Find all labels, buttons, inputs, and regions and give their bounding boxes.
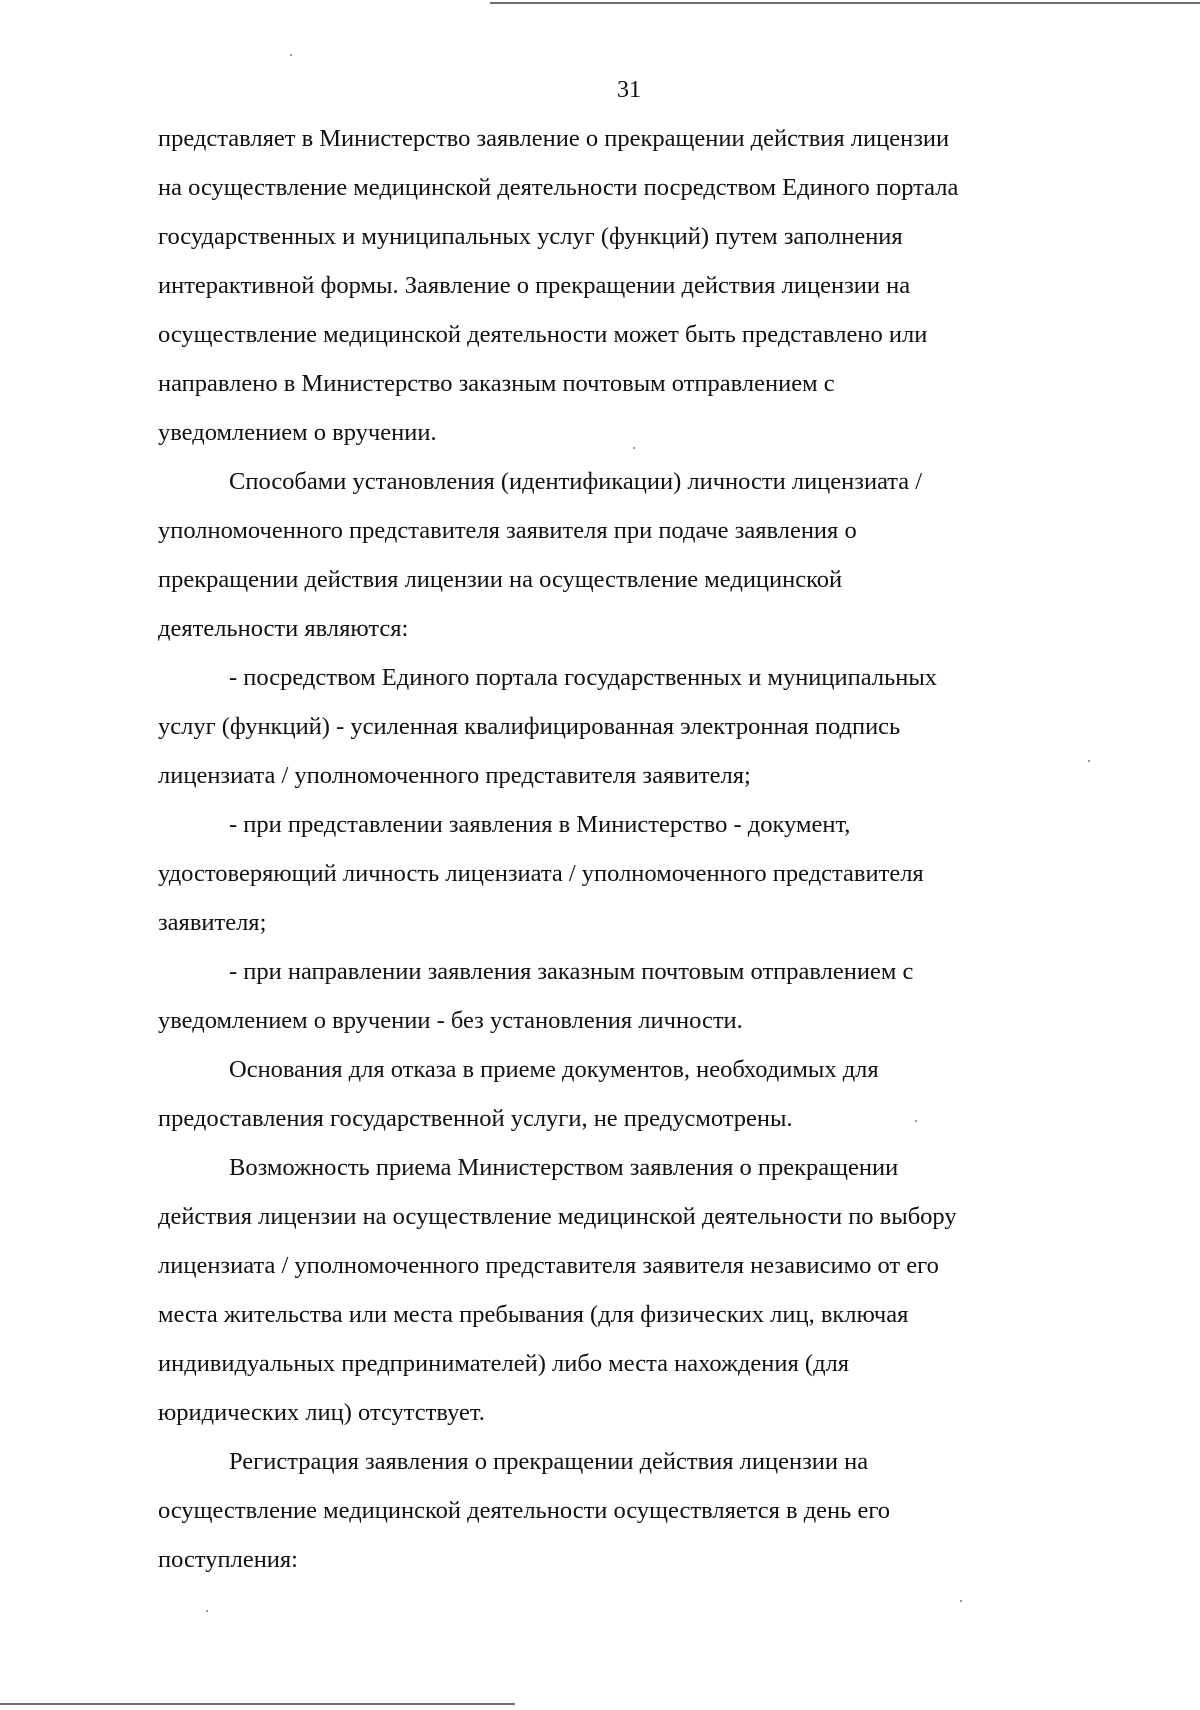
scan-speck bbox=[290, 54, 292, 56]
scan-speck bbox=[960, 1600, 962, 1602]
paragraph-extraterritorial-acceptance: Возможность приема Министерством заявления о прекращении действия лицензии на осуществление медицинской деятельности по выбору лицензиата / уполномоченного представителя заявителя независимо от его места жительства или места пребывания (для физических лиц, включая индивидуальных предпринимателей) либо места нахождения (для юридических лиц) отсутствует. bbox=[158, 1154, 957, 1426]
paragraph-identification-methods: Способами установления (идентификации) личности лицензиата / уполномоченного представителя заявителя при подаче заявления о прекращении действия лицензии на осуществление медицинской деятельности являются: bbox=[158, 468, 923, 642]
list-item-postal-no-identification: - при направлении заявления заказным почтовым отправлением с уведомлением о вручении - без установления личности. bbox=[158, 958, 914, 1034]
paragraph-refusal-grounds: Основания для отказа в приеме документов, необходимых для предоставления государственной услуги, не предусмотрены. bbox=[158, 1056, 879, 1132]
scan-edge-line-bottom bbox=[0, 1703, 515, 1705]
scan-edge-line-top bbox=[490, 2, 1200, 4]
list-item-portal-signature: - посредством Единого портала государственных и муниципальных услуг (функций) - усиленная квалифицированная электронная подпись лицензиата / уполномоченного представителя заявителя; bbox=[158, 664, 938, 789]
list-item-ministry-document: - при представлении заявления в Министерство - документ, удостоверяющий личность лицензиата / уполномоченного представителя заявителя; bbox=[158, 811, 924, 936]
document-body bbox=[158, 114, 1103, 1584]
scan-speck bbox=[206, 1610, 208, 1612]
paragraph-registration: Регистрация заявления о прекращении действия лицензии на осуществление медицинской деятельности осуществляется в день его поступления: bbox=[158, 1448, 891, 1573]
paragraph-submission-methods: представляет в Министерство заявление о прекращении действия лицензии на осуществление медицинской деятельности посредством Единого портала государственных и муниципальных услуг (функций) путем заполнения интерактивной формы. Заявление о прекращении действия лицензии на осуществление медицинской деятельности может быть представлено или направлено в Министерство заказным почтовым отправлением с уведомлением о вручении. bbox=[158, 125, 959, 446]
page-number: 31 bbox=[617, 77, 641, 103]
